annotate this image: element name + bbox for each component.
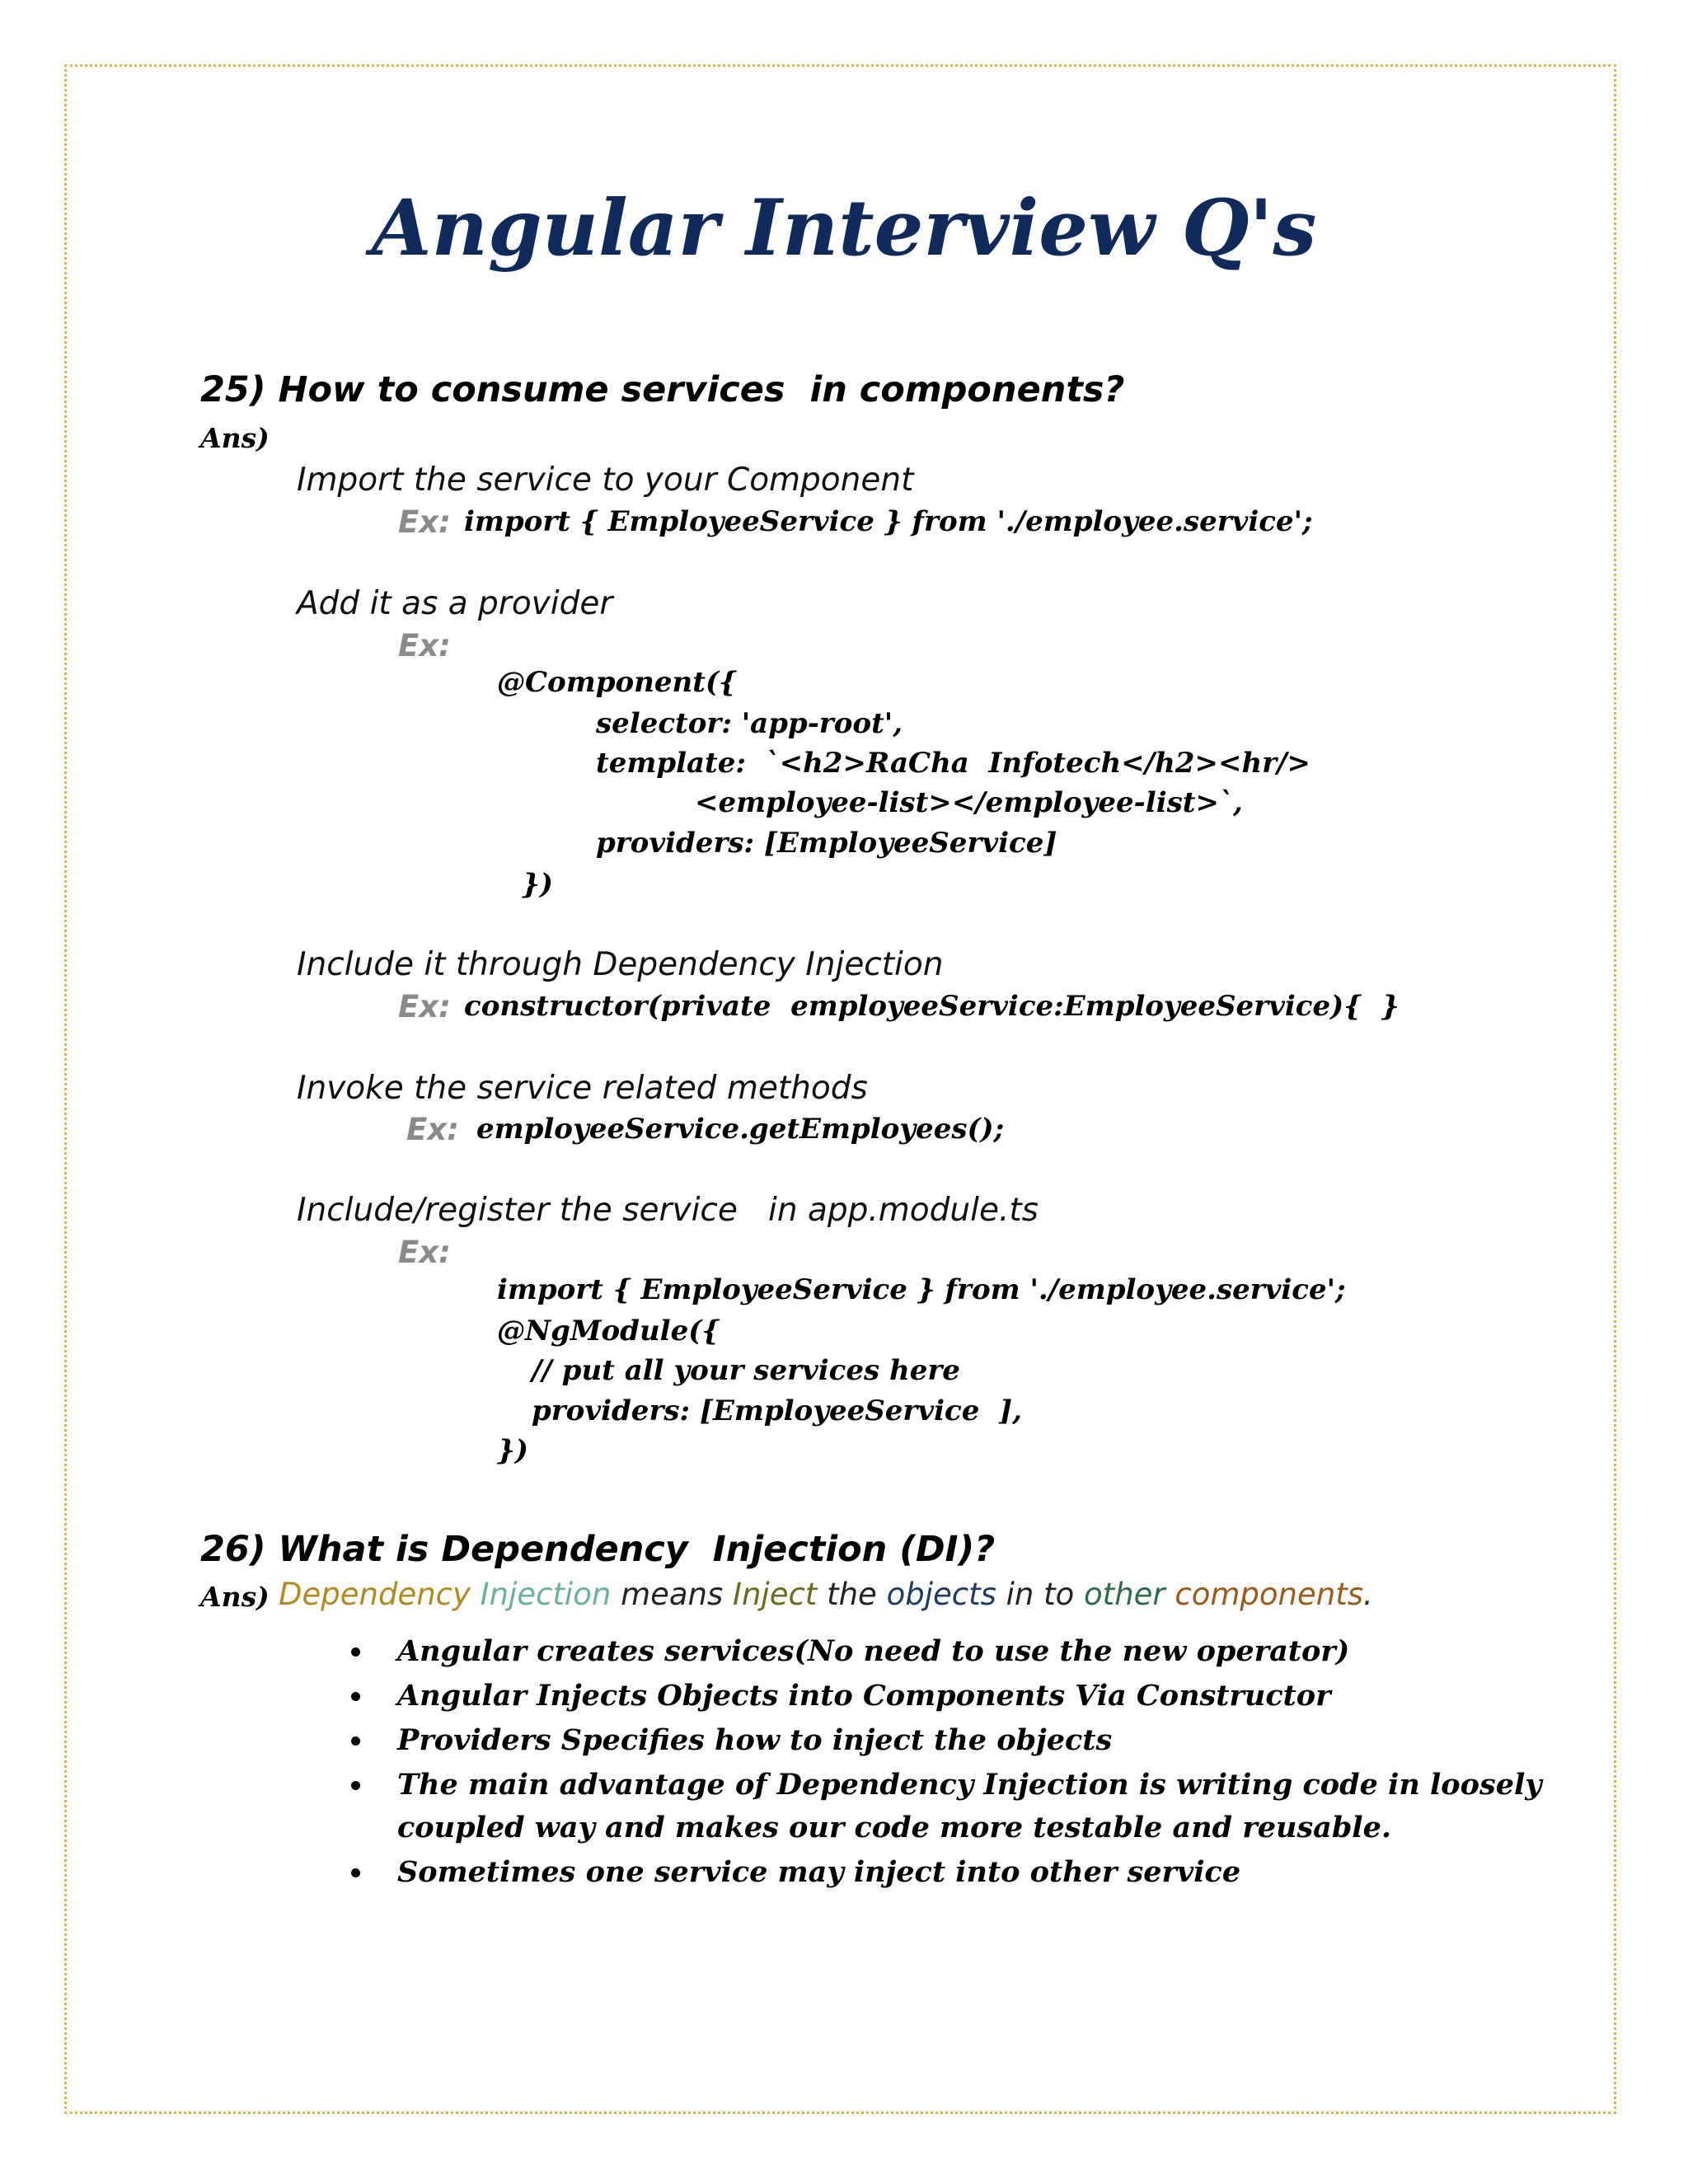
code-import: import { EmployeeService } from './employee.service'; bbox=[464, 505, 1313, 538]
step-invoke-methods: Invoke the service related methods bbox=[297, 1070, 868, 1107]
code-line: @NgModule({ bbox=[497, 1315, 720, 1347]
code-line: <employee-list></employee-list>`, bbox=[695, 786, 1243, 819]
definition-word: Dependency bbox=[279, 1577, 471, 1612]
definition-word: other bbox=[1084, 1577, 1165, 1612]
bullet-item: The main advantage of Dependency Injection is writing code in loosely coupled way and makes our code more testable and reusable. bbox=[397, 1768, 1542, 1844]
code-line: selector: 'app-root', bbox=[596, 707, 903, 740]
code-line: }) bbox=[497, 1434, 528, 1467]
step-import-service: Import the service to your Component bbox=[297, 462, 914, 499]
answer-label-25: Ans) bbox=[200, 422, 270, 454]
bullet-item: Angular Injects Objects into Components Via Constructor bbox=[397, 1679, 1331, 1713]
definition-word: means bbox=[621, 1577, 724, 1612]
bullet-item: Providers Specifies how to inject the objects bbox=[397, 1723, 1113, 1757]
definition-word: Inject bbox=[733, 1577, 818, 1612]
code-line: @Component({ bbox=[497, 666, 737, 699]
example-label: Ex: bbox=[398, 1235, 451, 1270]
definition-word: . bbox=[1363, 1577, 1373, 1612]
page-title: Angular Interview Q's bbox=[371, 183, 1317, 274]
definition-word: objects bbox=[886, 1577, 996, 1612]
example-label: Ex: bbox=[406, 1112, 459, 1147]
bullet-marker bbox=[351, 1868, 360, 1877]
bullet-marker bbox=[351, 1781, 360, 1790]
code-line: template: `<h2>RaCha Infotech</h2><hr/> bbox=[596, 747, 1311, 780]
definition-word: in to bbox=[1006, 1577, 1075, 1612]
bullet-marker bbox=[351, 1647, 360, 1657]
step-register-module: Include/register the service in app.module.ts bbox=[297, 1192, 1039, 1229]
bullet-item: Angular creates services(No need to use the new operator) bbox=[397, 1634, 1350, 1668]
code-line: }) bbox=[522, 868, 553, 901]
code-line: providers: [EmployeeService ], bbox=[532, 1394, 1022, 1427]
answer-label-26: Ans) bbox=[200, 1581, 270, 1613]
definition-word: Injection bbox=[480, 1577, 612, 1612]
bullet-marker bbox=[351, 1692, 360, 1701]
example-label: Ex: bbox=[398, 628, 451, 663]
definition-word: the bbox=[827, 1577, 877, 1612]
bullet-item: Sometimes one service may inject into other service bbox=[397, 1855, 1241, 1889]
code-line: providers: [EmployeeService] bbox=[596, 827, 1057, 860]
step-dependency-injection: Include it through Dependency Injection bbox=[297, 946, 944, 983]
bullet-marker bbox=[351, 1736, 360, 1746]
code-invoke: employeeService.getEmployees(); bbox=[476, 1113, 1005, 1146]
di-definition bbox=[279, 1577, 1373, 1612]
step-add-provider: Add it as a provider bbox=[297, 585, 613, 622]
code-line: // put all your services here bbox=[532, 1354, 960, 1387]
definition-word: components bbox=[1175, 1577, 1363, 1612]
question-26: 26) What is Dependency Injection (DI)? bbox=[200, 1529, 996, 1570]
code-line: import { EmployeeService } from './employee.service'; bbox=[497, 1273, 1346, 1306]
example-label: Ex: bbox=[398, 504, 451, 540]
code-constructor: constructor(private employeeService:EmployeeService){ } bbox=[464, 990, 1400, 1023]
question-25: 25) How to consume services in components? bbox=[200, 369, 1125, 410]
example-label: Ex: bbox=[398, 989, 451, 1024]
